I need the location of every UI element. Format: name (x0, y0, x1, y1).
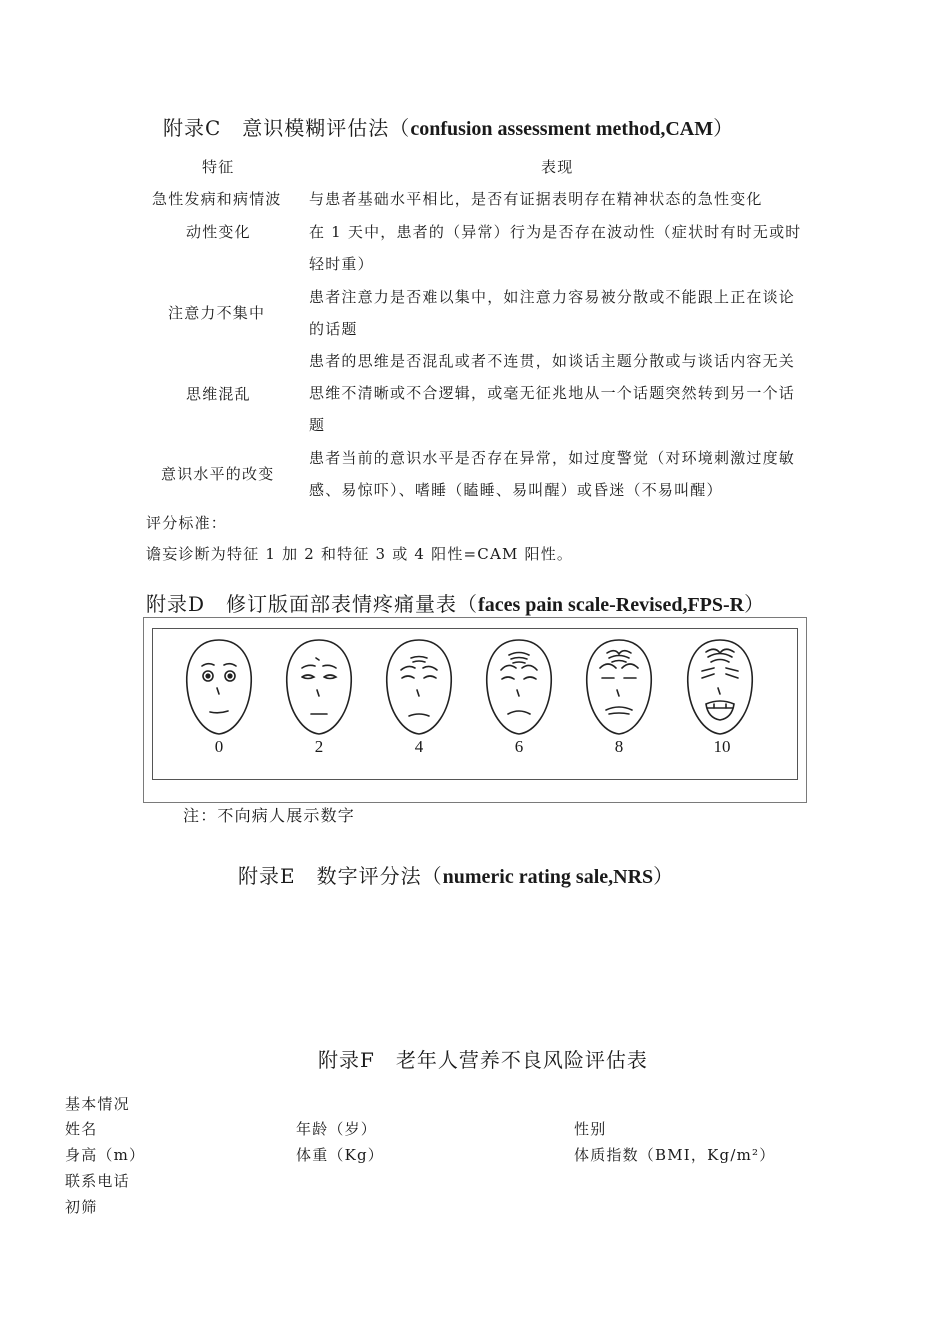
feature-1-line-1: 急性发病和病情波 (152, 190, 282, 208)
screening-label: 初筛 (65, 1198, 98, 1216)
face-score-label: 4 (414, 737, 424, 756)
face-0-icon (187, 640, 251, 734)
face-4-icon (387, 640, 451, 734)
face-score-label: 6 (514, 737, 524, 756)
gender-label: 性别 (574, 1120, 607, 1138)
appendix-f-title: 附录F 老年人营养不良风险评估表 (318, 1048, 648, 1072)
feature-4: 意识水平的改变 (161, 465, 275, 483)
face-2-icon (287, 640, 351, 734)
appendix-c-title: 附录C 意识模糊评估法（confusion assessment method,CAM） (163, 116, 735, 140)
age-label: 年龄（岁） (296, 1120, 378, 1138)
faces-illustration (152, 628, 798, 780)
height-label: 身高（m） (65, 1146, 146, 1164)
feature-1-line-2: 动性变化 (186, 223, 251, 241)
appendix-d-title: 附录D 修订版面部表情疼痛量表（faces pain scale-Revised,FPS-R） (146, 592, 766, 616)
feature-3: 思维混乱 (186, 385, 251, 403)
manifestation-line: 患者注意力是否难以集中，如注意力容易被分散或不能跟上正在谈论 (309, 288, 796, 306)
faces-note: 注：不向病人展示数字 (183, 806, 356, 825)
column-header-manifestation: 表现 (541, 158, 574, 176)
face-10-icon (688, 640, 752, 734)
manifestation-line: 轻时重） (309, 255, 374, 273)
phone-label: 联系电话 (65, 1172, 130, 1190)
manifestation-line: 思维不清晰或不合逻辑，或毫无征兆地从一个话题突然转到另一个话 (309, 384, 796, 402)
criteria-label: 评分标准： (146, 514, 228, 532)
manifestation-line: 感、易惊吓）、嗜睡（瞌睡、易叫醒）或昏迷（不易叫醒） (309, 481, 723, 499)
manifestation-line: 与患者基础水平相比，是否有证据表明存在精神状态的急性变化 (309, 190, 763, 208)
manifestation-line: 患者当前的意识水平是否存在异常，如过度警觉（对环境刺激过度敏 (309, 449, 796, 467)
criteria-text: 谵妄诊断为特征 1 加 2 和特征 3 或 4 阳性=CAM 阳性。 (146, 545, 574, 563)
appendix-e-title: 附录E 数字评分法（numeric rating sale,NRS） (238, 864, 675, 888)
face-8-icon (587, 640, 651, 734)
feature-2: 注意力不集中 (168, 304, 266, 322)
face-score-label: 0 (214, 737, 224, 756)
column-header-feature: 特征 (202, 158, 235, 176)
manifestation-line: 在 1 天中，患者的（异常）行为是否存在波动性（症状时有时无或时 (309, 223, 802, 241)
weight-label: 体重（Kg） (296, 1146, 385, 1164)
bmi-label: 体质指数（BMI，Kg/m²） (574, 1146, 776, 1164)
face-score-label: 10 (713, 737, 731, 756)
manifestation-line: 患者的思维是否混乱或者不连贯，如谈话主题分散或与谈话内容无关 (309, 352, 796, 370)
manifestation-line: 题 (309, 416, 326, 434)
manifestation-line: 的话题 (309, 320, 358, 338)
name-label: 姓名 (65, 1120, 98, 1138)
face-score-label: 2 (314, 737, 324, 756)
face-6-icon (487, 640, 551, 734)
basic-info-label: 基本情况 (65, 1095, 130, 1113)
face-score-label: 8 (614, 737, 624, 756)
